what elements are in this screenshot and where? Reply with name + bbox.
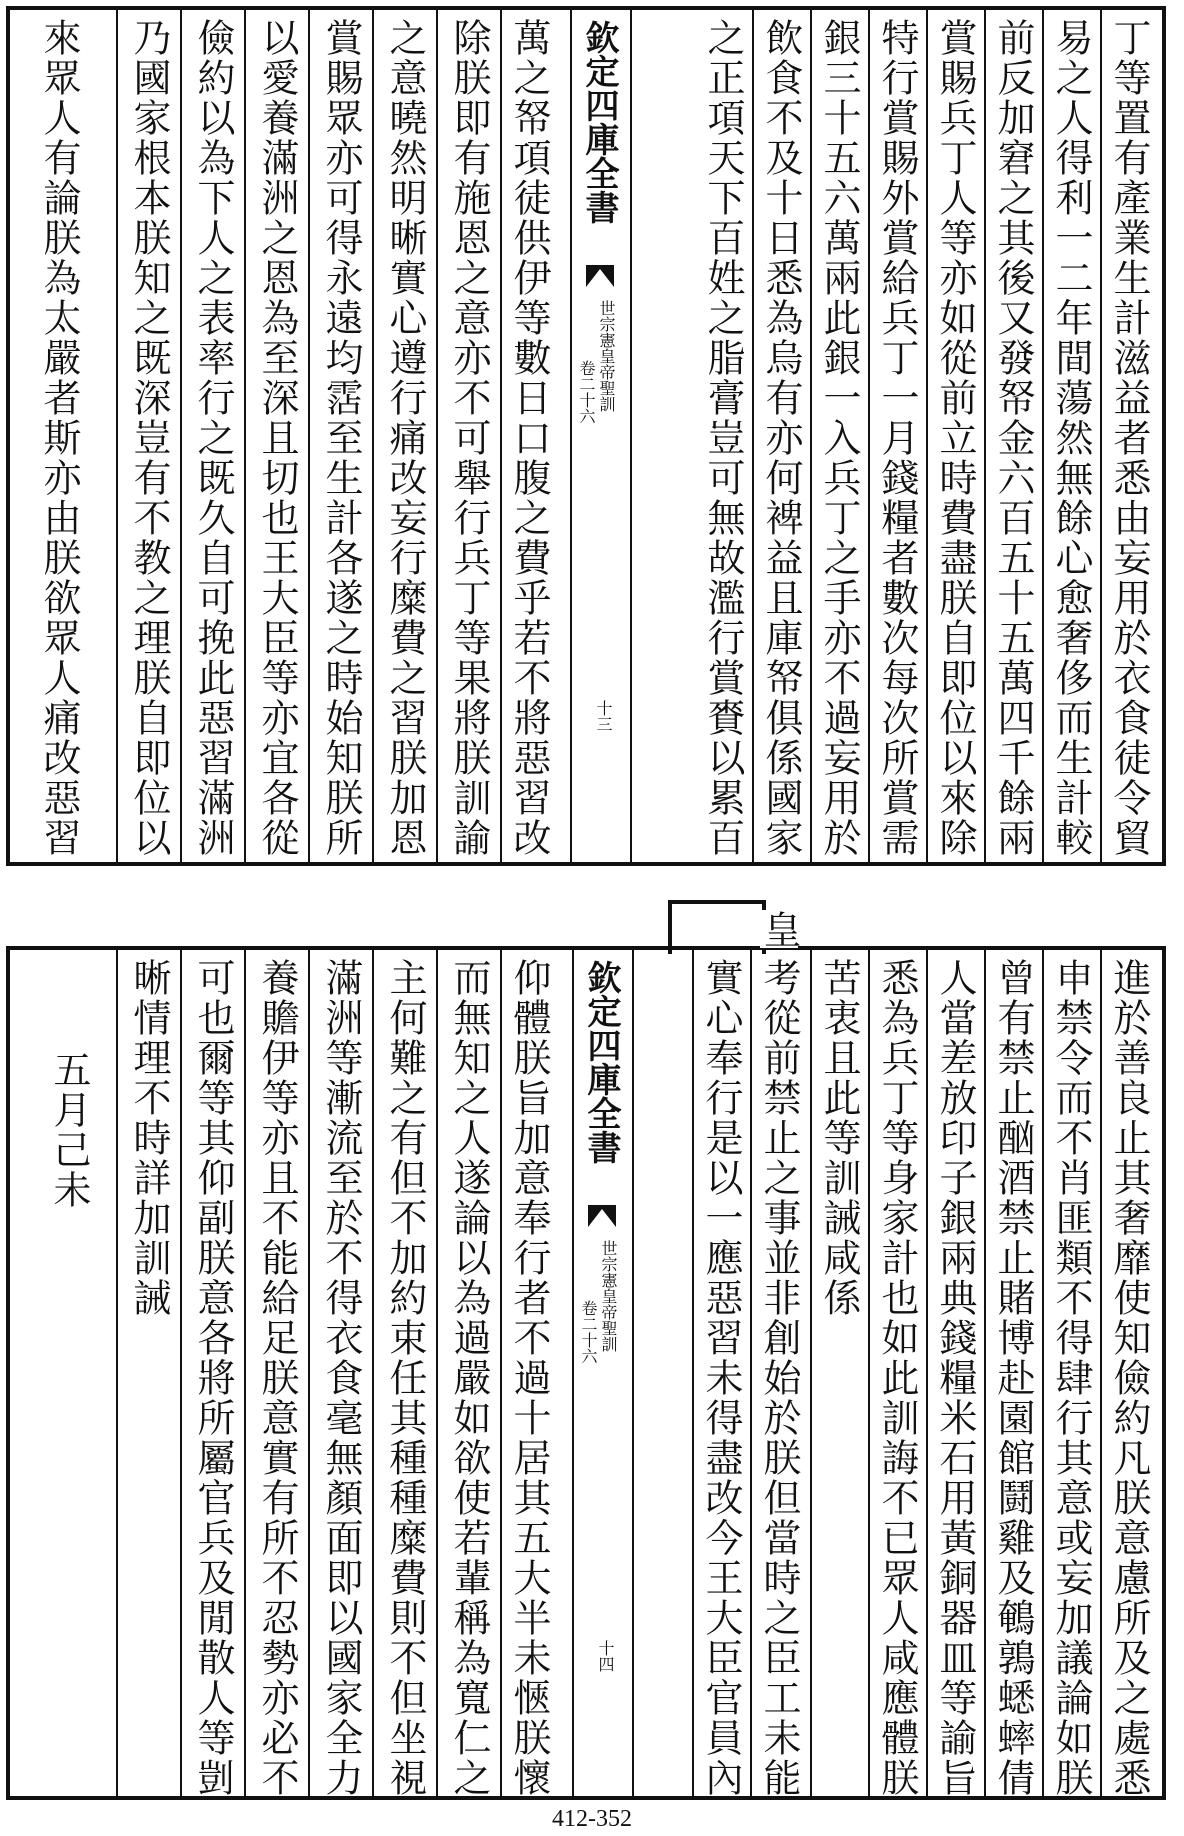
text-column: 苦衷且此等訓誡咸係 [817, 958, 861, 1318]
text-column: 賞賜眾亦可得永遠均霑至生計各遂之時始知朕所 [319, 18, 363, 858]
text-column: 前反加窘之其後又發帑金六百五十五萬四千餘兩 [991, 18, 1035, 858]
text-column: 而無知之人遂論以為過嚴如欲使若輩稱為寬仁之 [447, 958, 491, 1798]
text-column: 儉約以為下人之表率行之既久自可挽此惡習滿洲 [191, 18, 235, 858]
text-column: 人當差放印子銀兩典錢糧米石用黃銅器皿等諭旨 [933, 958, 977, 1798]
text-column: 乃國家根本朕知之既深豈有不教之理朕自即位以 [127, 18, 171, 858]
text-column: 養贍伊等亦且不能給足朕意實有所不忍勢亦必不 [255, 958, 299, 1798]
fishtail-mark-icon [588, 1205, 616, 1227]
date-heading: 五月己未 [47, 1050, 91, 1210]
spine-subtitle: 世宗憲皇帝聖訓 [597, 300, 616, 412]
text-column: 除朕即有施恩之意亦不可舉行兵丁等果將朕訓諭 [447, 18, 491, 858]
page-number: 十四 [596, 1640, 615, 1672]
spine-title: 欽定四庫全書 [579, 20, 619, 224]
text-column: 飲食不及十日悉為烏有亦何裨益且庫帑俱係國家 [759, 18, 803, 858]
text-column: 銀三十五六萬兩此銀一入兵丁之手亦不過妄用於 [817, 18, 861, 858]
spine-volume: 卷二十六 [579, 1300, 598, 1364]
text-column: 以愛養滿洲之恩為至深且切也王大臣等亦宜各從 [255, 18, 299, 858]
text-column: 萬之帑項徒供伊等數日口腹之費乎若不將惡習改 [507, 18, 551, 858]
spine-subtitle: 世宗憲皇帝聖訓 [599, 1240, 618, 1352]
footer-page-code: 412-352 [552, 1806, 632, 1832]
bottom-page-frame [6, 910, 1166, 1800]
text-column: 賞賜兵丁人等亦如從前立時費盡朕自即位以來除 [933, 18, 977, 858]
text-column: 仰體朕旨加意奉行者不過十居其五大半未愜朕懷 [507, 958, 551, 1798]
text-column: 曾有禁止酗酒禁止賭博赴園館鬪雞及鵪鶉蟋蟀倩 [991, 958, 1035, 1798]
text-column: 主何難之有但不加約束任其種種糜費則不但坐視 [383, 958, 427, 1798]
text-column: 特行賞賜外賞給兵丁一月錢糧者數次每次所賞需 [875, 18, 919, 858]
text-column: 之正項天下百姓之脂膏豈可無故濫行賞賚以累百 [701, 18, 745, 858]
text-column: 申禁令而不肖匪類不得肆行其意或妄加議論如朕 [1049, 958, 1093, 1798]
spine [570, 10, 632, 862]
page-number: 十三 [594, 700, 613, 732]
spine-volume: 卷二十六 [577, 360, 596, 424]
fishtail-mark-icon [586, 265, 614, 287]
text-column: 滿洲等漸流至於不得衣食毫無顏面即以國家全力 [319, 958, 363, 1798]
text-column: 易之人得利一二年間蕩然無餘心愈奢侈而生計較 [1049, 18, 1093, 858]
text-column: 考從前禁止之事並非創始於朕但當時之臣工未能 [757, 958, 801, 1798]
text-column: 可也爾等其仰副朕意各將所屬官兵及閒散人等剴 [191, 958, 235, 1798]
text-column: 丁等置有產業生計滋益者悉由妄用於衣食徒令貿 [1107, 18, 1151, 858]
text-column: 來眾人有論朕為太嚴者斯亦由朕欲眾人痛改惡習 [37, 18, 81, 858]
elevated-honorific: 皇 [757, 910, 801, 948]
top-page-frame [6, 6, 1166, 866]
text-column: 悉為兵丁等身家計也如此訓誨不已眾人咸應體朕 [875, 958, 919, 1798]
text-column: 晰情理不時詳加訓誡 [127, 958, 171, 1318]
text-column: 進於善良止其奢靡使知儉約凡朕意慮所及之處悉 [1107, 958, 1151, 1798]
spine [572, 950, 634, 1796]
text-column: 實心奉行是以一應惡習未得盡改今王大臣官員內 [699, 958, 743, 1798]
spine-title: 欽定四庫全書 [581, 960, 621, 1164]
text-column: 之意曉然明晰實心遵行痛改妄行糜費之習朕加恩 [383, 18, 427, 858]
